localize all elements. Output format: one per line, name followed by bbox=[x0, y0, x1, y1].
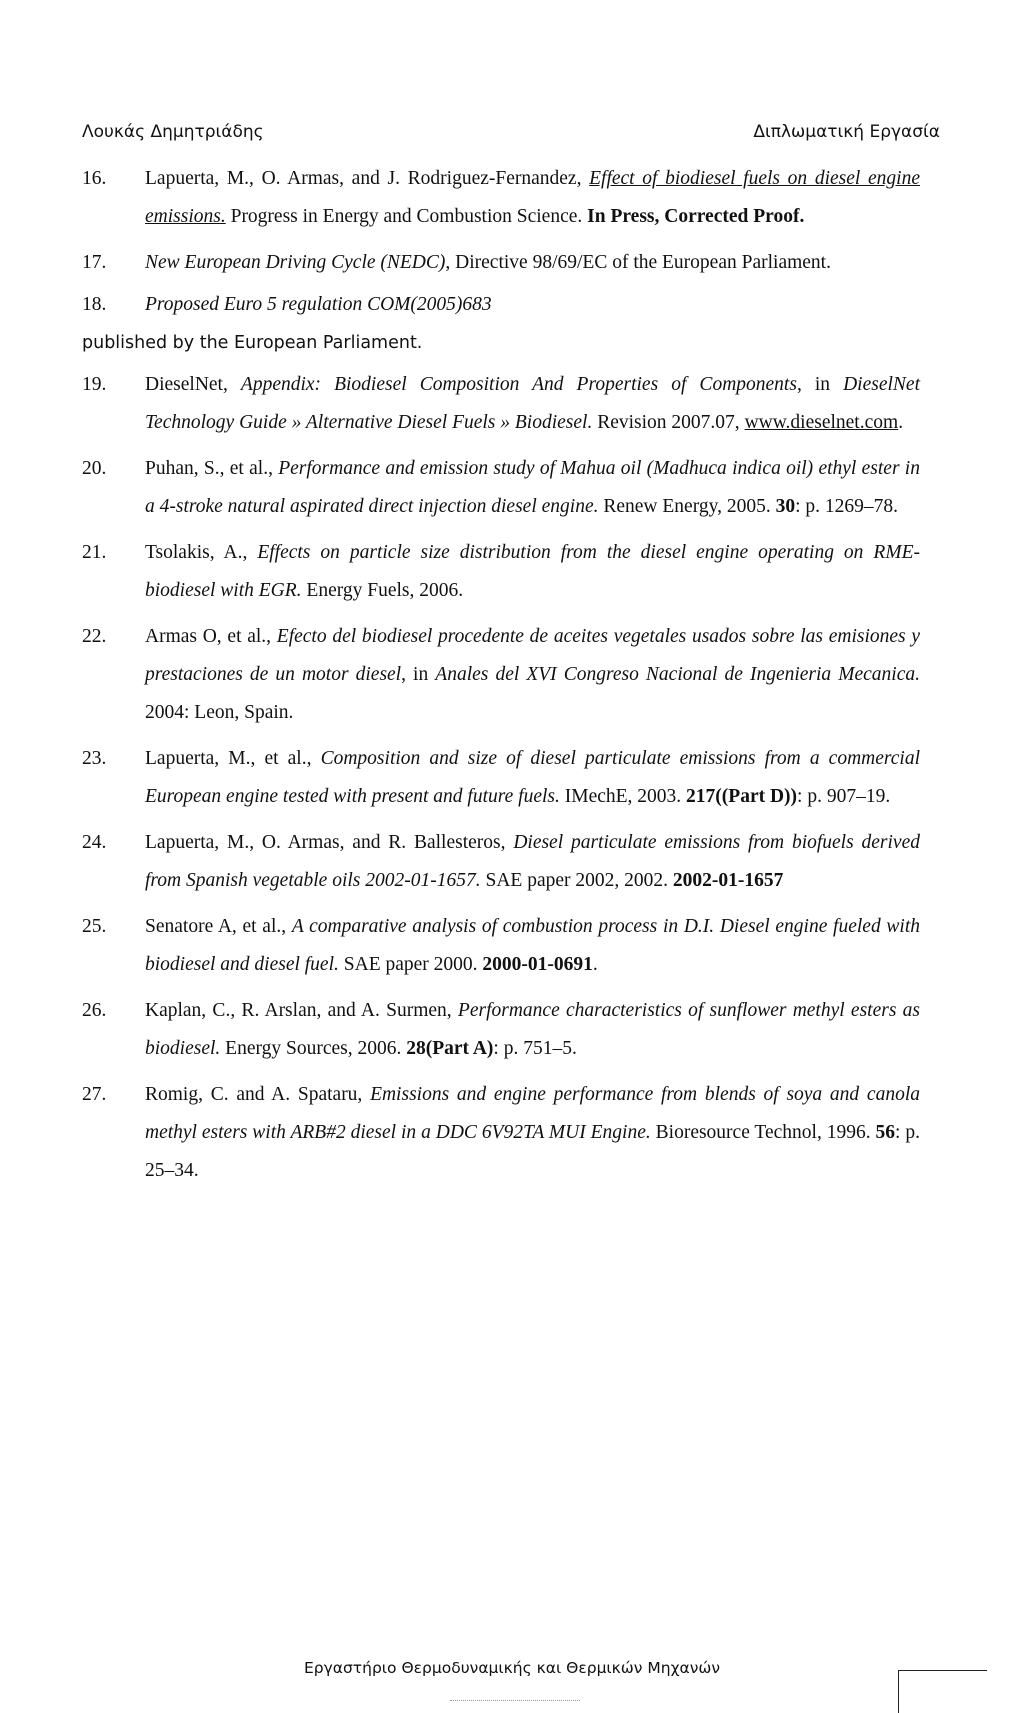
reference-source: , Directive 98/69/EC of the European Parliament. bbox=[445, 252, 831, 273]
reference-title: A comparative analysis of combustion process in D.I. Diesel engine fueled with biodiesel and diesel fuel. bbox=[145, 916, 921, 975]
reference-title: Appendix: Biodiesel Composition And Properties of Components bbox=[240, 374, 797, 395]
reference-authors: Senatore A, et al., bbox=[145, 916, 292, 937]
reference-item bbox=[82, 824, 920, 900]
reference-number: 19. bbox=[82, 374, 107, 395]
reference-pages: : p. 25–34. bbox=[145, 1122, 921, 1181]
page-header bbox=[82, 122, 940, 152]
reference-list bbox=[82, 160, 920, 1198]
reference-title: Performance characteristics of sunflower methyl esters as biodiesel. bbox=[145, 1000, 921, 1059]
reference-source: IMechE, 2003. bbox=[559, 786, 687, 807]
reference-item bbox=[82, 534, 920, 610]
reference-title: New European Driving Cycle (NEDC) bbox=[145, 252, 446, 273]
reference-connector: , in bbox=[796, 374, 844, 395]
reference-volume: 56 bbox=[875, 1122, 896, 1143]
reference-title: Performance and emission study of Mahua oil (Madhuca indica oil) ethyl ester in a 4-stroke natural aspirated direct injection diesel engine. bbox=[145, 458, 920, 517]
reference-source: Renew Energy, 2005. bbox=[598, 496, 776, 517]
reference-authors: Tsolakis, A., bbox=[145, 542, 258, 563]
reference-item bbox=[82, 244, 920, 282]
reference-number: 18. bbox=[82, 294, 107, 315]
header-author: Λουκάς Δημητριάδης bbox=[82, 122, 264, 142]
reference-title: Emissions and engine performance from blends of soya and canola methyl esters with ARB#2 diesel in a DDC 6V92TA MUI Engine. bbox=[145, 1084, 920, 1143]
reference-title: Diesel particulate emissions from biofuels derived from Spanish vegetable oils 2002-01-1657. bbox=[145, 832, 920, 891]
reference-title: Effects on particle size distribution from the diesel engine operating on RME-biodiesel with EGR. bbox=[145, 542, 920, 601]
reference-authors: DieselNet, bbox=[145, 374, 241, 395]
reference-authors: Lapuerta, M., O. Armas, and R. Ballesteros, bbox=[145, 832, 514, 853]
reference-authors: Romig, C. and A. Spataru, bbox=[145, 1084, 371, 1105]
reference-number: 26. bbox=[82, 1000, 107, 1021]
reference-authors: Puhan, S., et al., bbox=[145, 458, 279, 479]
reference-number: 22. bbox=[82, 626, 107, 647]
reference-pages: : p. 751–5. bbox=[493, 1038, 577, 1059]
reference-authors: Kaplan, C., R. Arslan, and A. Surmen, bbox=[145, 1000, 458, 1021]
reference-authors: Armas O, et al., bbox=[145, 626, 277, 647]
reference-source: SAE paper 2002, 2002. bbox=[480, 870, 673, 891]
reference-item bbox=[82, 286, 920, 362]
reference-number: 27. bbox=[82, 1084, 107, 1105]
reference-source: Energy Sources, 2006. bbox=[220, 1038, 407, 1059]
reference-number: 24. bbox=[82, 832, 107, 853]
reference-item bbox=[82, 1076, 920, 1190]
reference-source: Bioresource Technol, 1996. bbox=[650, 1122, 876, 1143]
reference-volume: 217((Part D)) bbox=[686, 786, 798, 807]
reference-book-title: DieselNet Technology Guide » Alternative Diesel Fuels » Biodiesel. bbox=[145, 374, 920, 433]
reference-number: 25. bbox=[82, 916, 107, 937]
reference-item bbox=[82, 618, 920, 732]
reference-paper-id: 2002-01-1657 bbox=[672, 870, 784, 891]
reference-item bbox=[82, 740, 920, 816]
reference-source: 2004: Leon, Spain. bbox=[145, 702, 294, 723]
reference-authors: Lapuerta, M., et al., bbox=[145, 748, 321, 769]
reference-end: . bbox=[592, 954, 598, 975]
reference-authors: Lapuerta, M., O. Armas, and J. Rodriguez-Fernandez, bbox=[145, 168, 590, 189]
reference-item bbox=[82, 366, 920, 442]
reference-number: 21. bbox=[82, 542, 107, 563]
reference-paper-id: 2000-01-0691 bbox=[482, 954, 593, 975]
reference-volume: 30 bbox=[775, 496, 796, 517]
reference-number: 20. bbox=[82, 458, 107, 479]
reference-pages: : p. 907–19. bbox=[797, 786, 891, 807]
reference-number: 23. bbox=[82, 748, 107, 769]
reference-number: 17. bbox=[82, 252, 107, 273]
reference-title: Proposed Euro 5 regulation COM(2005)683 bbox=[145, 294, 492, 315]
reference-end: . bbox=[898, 412, 904, 433]
reference-number: 16. bbox=[82, 168, 107, 189]
reference-volume: 28(Part A) bbox=[406, 1038, 494, 1059]
reference-item bbox=[82, 908, 920, 984]
reference-source: Revision 2007.07, bbox=[592, 412, 745, 433]
reference-source: SAE paper 2000. bbox=[338, 954, 483, 975]
reference-title: Efecto del biodiesel procedente de aceites vegetales usados sobre las emisiones y prestaciones de un motor diesel bbox=[145, 626, 921, 685]
header-doc-type: Διπλωματική Εργασία bbox=[753, 122, 940, 142]
reference-source: Progress in Energy and Combustion Science. bbox=[225, 206, 588, 227]
reference-title: Effect of biodiesel fuels on diesel engine emissions. bbox=[145, 168, 920, 227]
footer-lab-name: Εργαστήριο Θερμοδυναμικής και Θερμικών Μηχανών bbox=[303, 1659, 721, 1677]
reference-note: In Press, Corrected Proof. bbox=[587, 206, 805, 227]
footer-dotted-line bbox=[450, 1700, 580, 1701]
reference-item bbox=[82, 160, 920, 236]
reference-book-title: Anales del XVI Congreso Nacional de Ingenieria Mecanica. bbox=[435, 664, 920, 685]
page-corner-mark bbox=[898, 1670, 987, 1713]
reference-item bbox=[82, 450, 920, 526]
reference-connector: , in bbox=[401, 664, 436, 685]
reference-source: published by the European Parliament. bbox=[82, 333, 423, 353]
reference-item bbox=[82, 992, 920, 1068]
reference-title: Composition and size of diesel particulate emissions from a commercial European engine tested with present and future fuels. bbox=[145, 748, 921, 807]
reference-link[interactable]: www.dieselnet.com bbox=[744, 412, 899, 433]
reference-source: Energy Fuels, 2006. bbox=[301, 580, 464, 601]
reference-pages: : p. 1269–78. bbox=[795, 496, 898, 517]
